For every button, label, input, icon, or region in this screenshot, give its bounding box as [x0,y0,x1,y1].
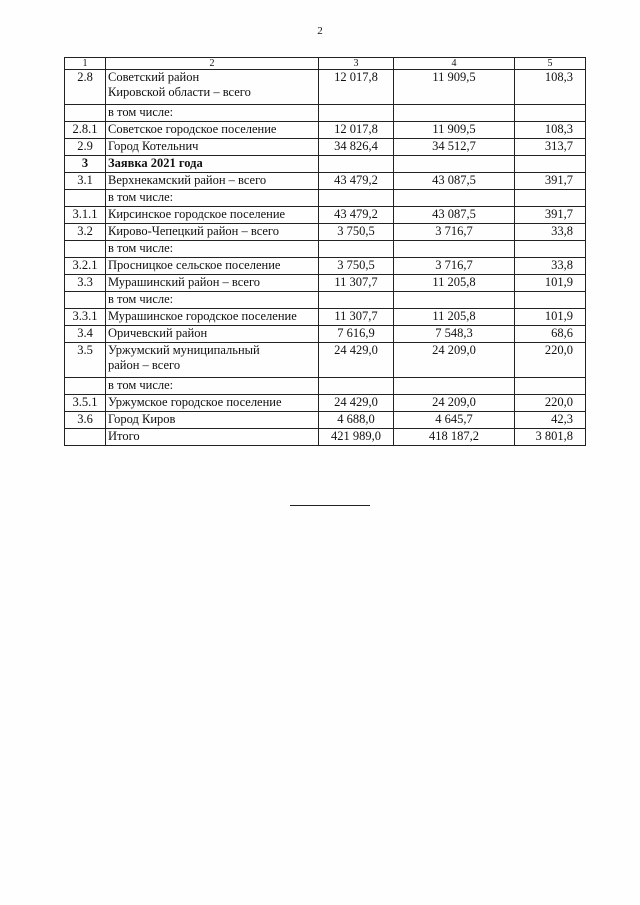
row-name [106,378,319,395]
table-row [65,292,586,309]
table-row [65,156,586,173]
amount-col3: 24 429,0 [319,395,394,412]
table-row [65,190,586,207]
row-number: 3.3.1 [65,309,106,326]
table-row [65,207,586,224]
row-name-text: в том числе: [108,190,174,204]
row-name-text: Верхнекамский район – всего [108,173,267,187]
row-number: 3.1.1 [65,207,106,224]
row-name [106,207,319,224]
amount-col4 [394,105,515,122]
row-name [106,70,319,105]
amount-col3 [319,241,394,258]
amount-col3: 11 307,7 [319,309,394,326]
row-name [106,241,319,258]
amount-col5 [515,378,586,395]
row-name-text: Оричевский район [108,326,208,340]
row-name-text: Уржумское городское поселение [108,395,282,409]
table-row [65,258,586,275]
amount-col5 [515,292,586,309]
amount-col5: 313,7 [515,139,586,156]
column-header: 3 [319,58,394,70]
row-name-text: в том числе: [108,105,174,119]
row-name-text: Мурашинское городское поселение [108,309,297,323]
amount-col4: 7 548,3 [394,326,515,343]
amount-col3: 34 826,4 [319,139,394,156]
row-name [106,412,319,429]
row-number [65,292,106,309]
row-number: 3.6 [65,412,106,429]
amount-col4: 3 716,7 [394,258,515,275]
amount-col5: 33,8 [515,258,586,275]
row-number [65,241,106,258]
amount-col5: 68,6 [515,326,586,343]
amount-col4: 43 087,5 [394,173,515,190]
amount-col5 [515,241,586,258]
amount-col3 [319,105,394,122]
row-name-text: Уржумский муниципальный [108,343,260,357]
amount-col4: 11 205,8 [394,275,515,292]
row-name [106,139,319,156]
row-name [106,190,319,207]
column-header: 2 [106,58,319,70]
amount-col4: 11 909,5 [394,122,515,139]
row-name [106,275,319,292]
amount-col5: 3 801,8 [515,429,586,446]
amount-col3: 24 429,0 [319,343,394,378]
amount-col5: 220,0 [515,343,586,378]
row-number: 2.8.1 [65,122,106,139]
table-row [65,224,586,241]
row-name [106,343,319,378]
row-name-text: в том числе: [108,378,174,392]
row-name-text: Город Котельнич [108,139,199,153]
row-name-text: Мурашинский район – всего [108,275,261,289]
amount-col5: 101,9 [515,309,586,326]
amount-col4 [394,190,515,207]
row-number: 3.5 [65,343,106,378]
row-name [106,309,319,326]
amount-col3: 421 989,0 [319,429,394,446]
amount-col5 [515,190,586,207]
amount-col5: 220,0 [515,395,586,412]
row-number: 2.9 [65,139,106,156]
table-row [65,241,586,258]
table-row [65,412,586,429]
row-number [65,105,106,122]
row-name-text: в том числе: [108,292,174,306]
row-name-text: Кирово-Чепецкий район – всего [108,224,280,238]
amount-col5: 391,7 [515,207,586,224]
row-name-text-continued: район – всего [108,358,181,372]
amount-col5: 108,3 [515,122,586,139]
amount-col5: 33,8 [515,224,586,241]
table-row [65,70,586,105]
amount-col4 [394,156,515,173]
row-number [65,378,106,395]
table-row [65,122,586,139]
table-row [65,378,586,395]
row-number: 3.1 [65,173,106,190]
amount-col3: 43 479,2 [319,173,394,190]
table-row [65,275,586,292]
amount-col5 [515,105,586,122]
row-name-text: Советское городское поселение [108,122,277,136]
row-name [106,224,319,241]
row-name-text-continued: Кировской области – всего [108,85,251,99]
row-name [106,122,319,139]
amount-col3: 4 688,0 [319,412,394,429]
row-name [106,258,319,275]
row-name-text: Заявка 2021 года [108,156,203,170]
amount-col4: 24 209,0 [394,343,515,378]
row-name [106,156,319,173]
row-number [65,190,106,207]
table-row [65,173,586,190]
row-name-text: Кирсинское городское поселение [108,207,286,221]
row-number [65,429,106,446]
amount-col4: 34 512,7 [394,139,515,156]
row-number: 3.2.1 [65,258,106,275]
row-name-text: Город Киров [108,412,176,426]
amount-col3: 12 017,8 [319,70,394,105]
amount-col5: 391,7 [515,173,586,190]
amount-col4: 24 209,0 [394,395,515,412]
amount-col5: 108,3 [515,70,586,105]
column-header: 5 [515,58,586,70]
row-number: 3.3 [65,275,106,292]
amount-col4 [394,241,515,258]
row-name [106,173,319,190]
row-number: 3.2 [65,224,106,241]
amount-col4: 3 716,7 [394,224,515,241]
table-row [65,395,586,412]
column-header: 4 [394,58,515,70]
row-name [106,395,319,412]
table-row [65,105,586,122]
row-name [106,429,319,446]
row-name [106,105,319,122]
row-number: 3 [65,156,106,173]
amount-col4: 4 645,7 [394,412,515,429]
amount-col4 [394,378,515,395]
column-header: 1 [65,58,106,70]
table-row [65,429,586,446]
row-number: 3.5.1 [65,395,106,412]
amount-col4: 11 909,5 [394,70,515,105]
table-row [65,139,586,156]
amount-col5 [515,156,586,173]
amount-col3: 43 479,2 [319,207,394,224]
amount-col3 [319,378,394,395]
table-row [65,309,586,326]
amount-col4: 418 187,2 [394,429,515,446]
amount-col3: 3 750,5 [319,258,394,275]
table-row [65,343,586,378]
amount-col3: 3 750,5 [319,224,394,241]
table-row [65,326,586,343]
amount-col3 [319,190,394,207]
amount-col4 [394,292,515,309]
row-name-text: в том числе: [108,241,174,255]
amount-col3 [319,292,394,309]
row-number: 2.8 [65,70,106,105]
amount-col3 [319,156,394,173]
table-header-row [65,58,586,70]
amount-col4: 43 087,5 [394,207,515,224]
row-name [106,326,319,343]
amount-col4: 11 205,8 [394,309,515,326]
row-name-text: Итого [108,429,140,443]
page-number: 2 [317,25,323,37]
amount-col5: 42,3 [515,412,586,429]
footer-rule [290,505,370,506]
amount-col3: 12 017,8 [319,122,394,139]
row-name-text: Просницкое сельское поселение [108,258,281,272]
row-number: 3.4 [65,326,106,343]
row-name-text: Советский район [108,70,200,84]
amount-col3: 7 616,9 [319,326,394,343]
amount-col3: 11 307,7 [319,275,394,292]
allocation-table [64,57,586,446]
row-name [106,292,319,309]
amount-col5: 101,9 [515,275,586,292]
